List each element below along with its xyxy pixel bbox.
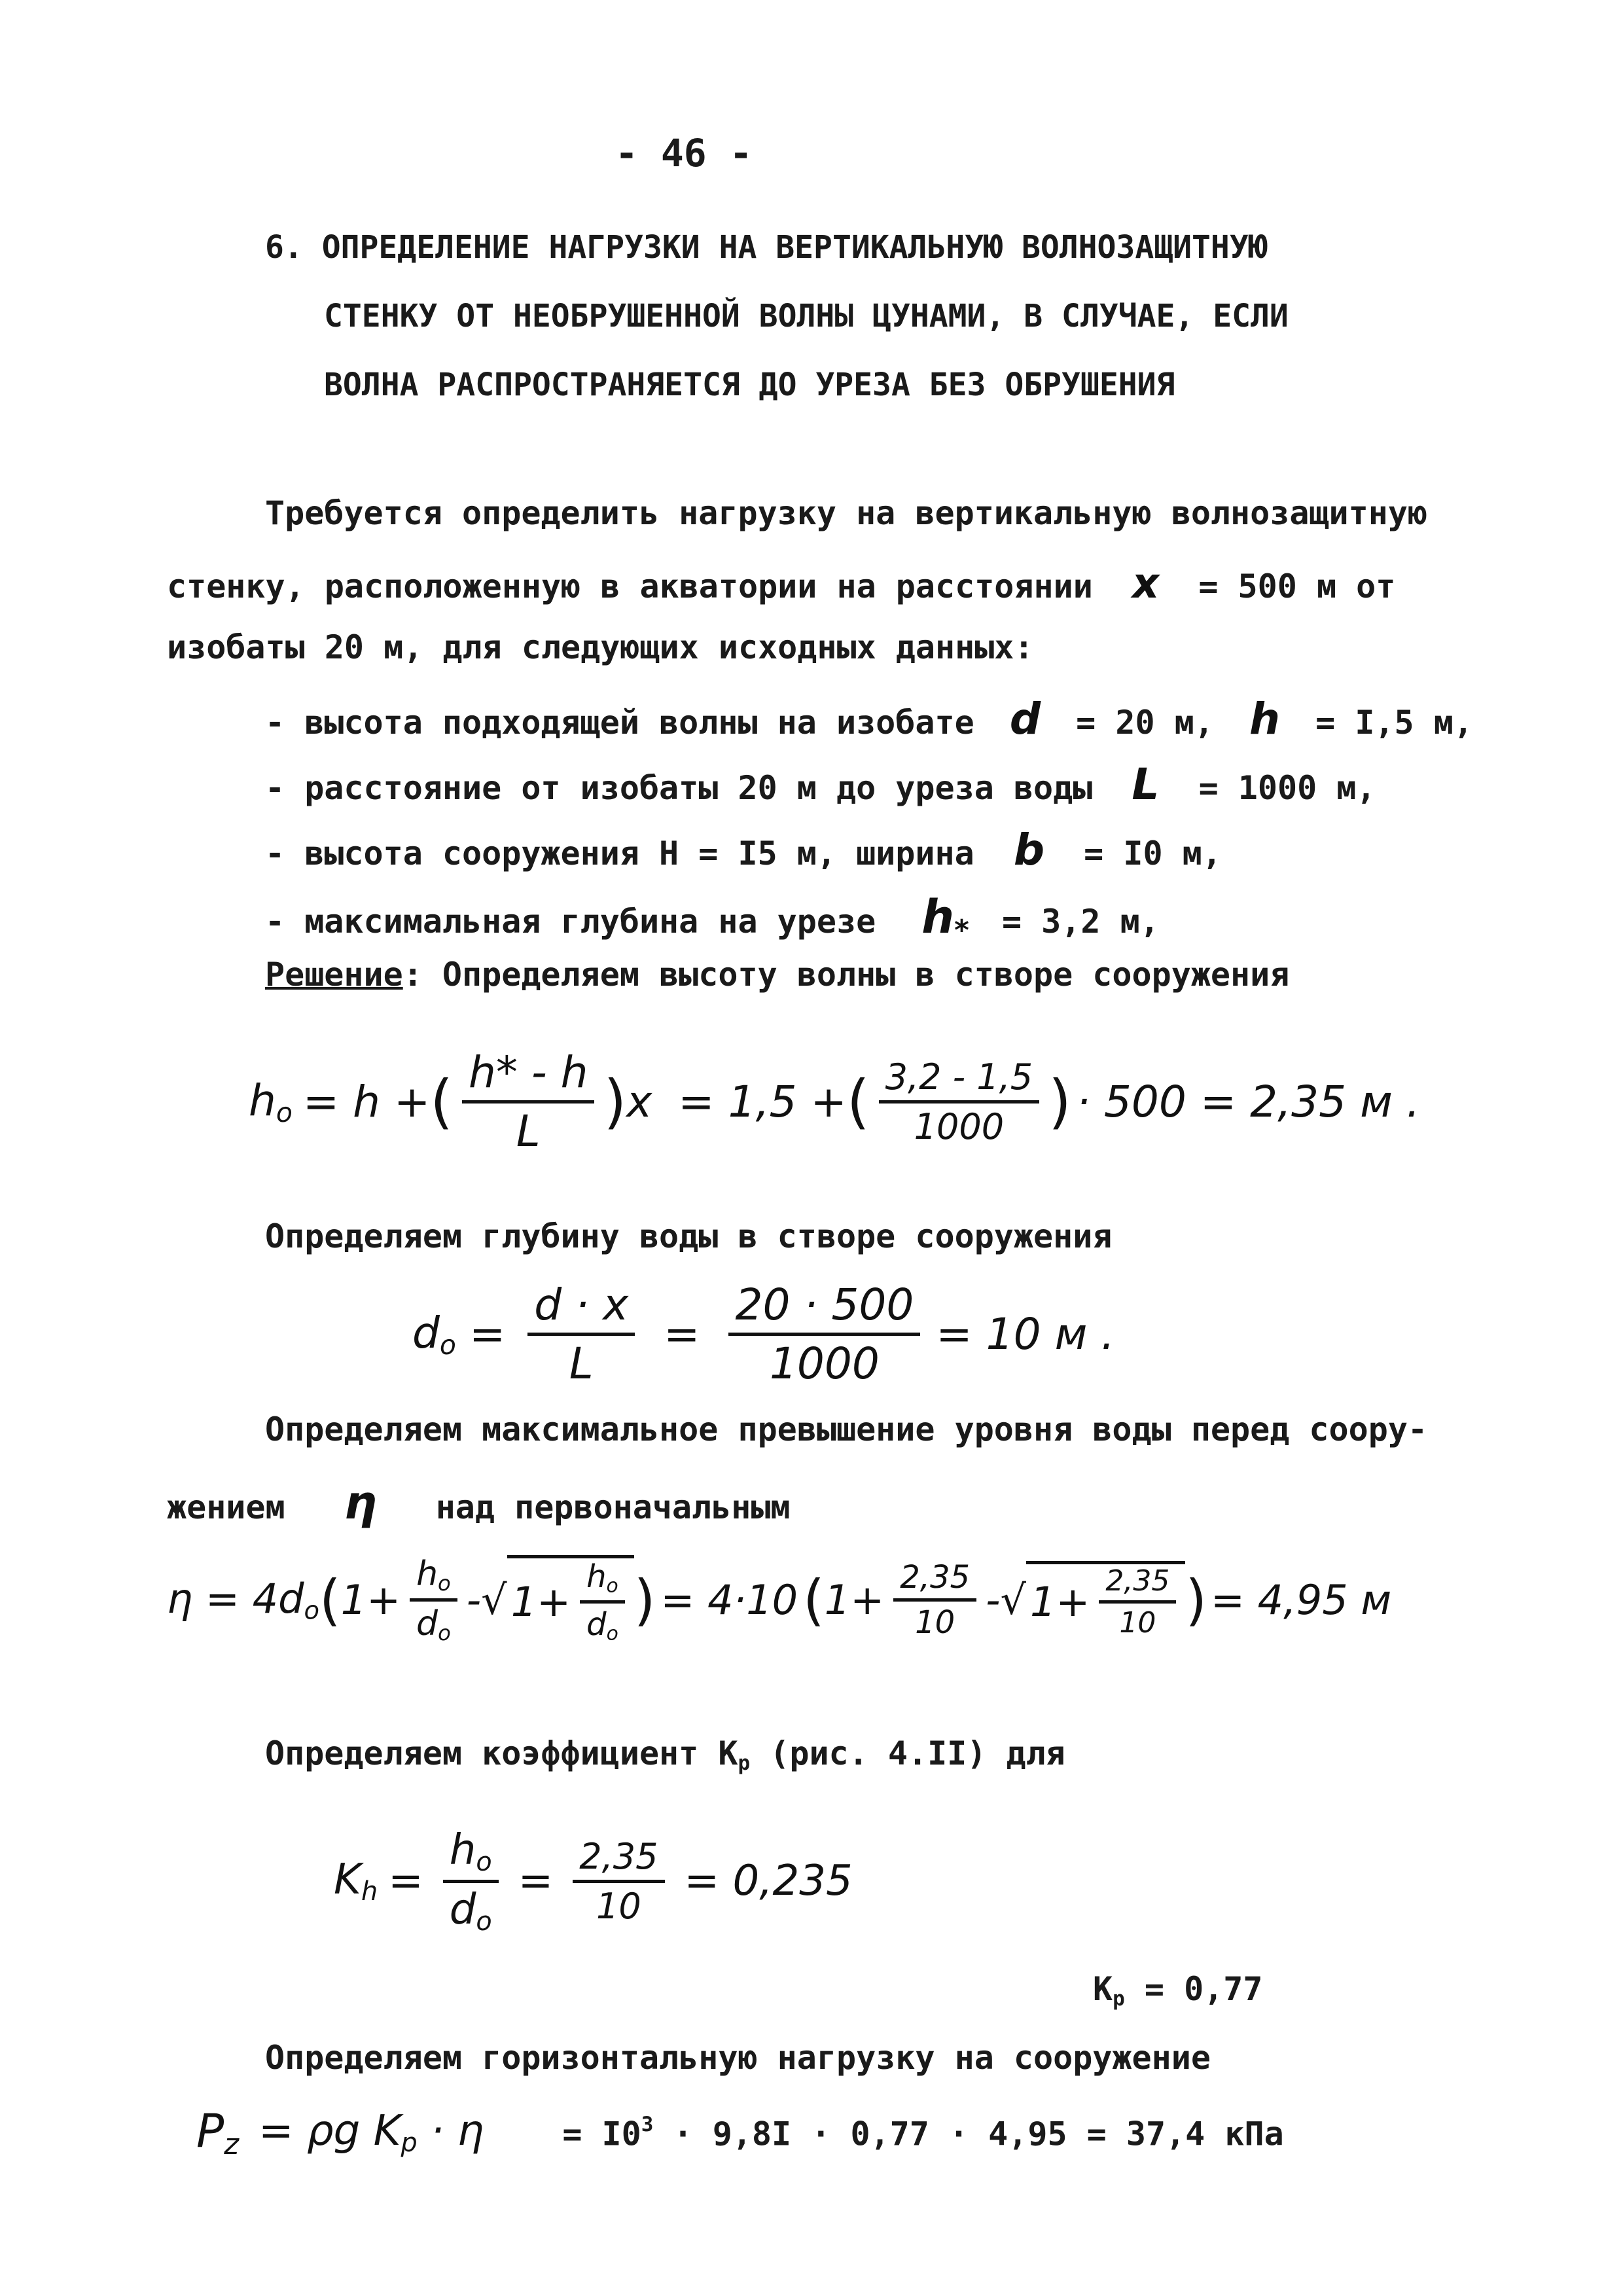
f5-lhs-letter: P xyxy=(196,2104,224,2158)
f3-one: 1+ xyxy=(340,1576,401,1624)
data-item-value-2: = I,5 м, xyxy=(1315,704,1473,742)
kp-value xyxy=(1093,1970,1263,2011)
f5-lhs xyxy=(196,2104,239,2161)
data-item-max-depth xyxy=(265,890,1160,947)
paren: ( xyxy=(803,1568,825,1632)
var-h-sub: * xyxy=(954,914,969,947)
rise-text-line-2 xyxy=(167,1476,791,1530)
f3-sqrt-num-sub: o xyxy=(606,1574,618,1598)
coef-text xyxy=(265,1734,1065,1775)
f4-lhs-letter: K xyxy=(334,1856,361,1905)
f3-rhs: = 4,95 м xyxy=(1211,1576,1392,1624)
f1-eq: = h + xyxy=(302,1077,431,1127)
formula-rise xyxy=(167,1554,1391,1645)
f5-rhs-sup: 3 xyxy=(641,2112,654,2136)
formula-wave-height xyxy=(249,1047,1420,1157)
f1-lhs-sub: o xyxy=(276,1097,293,1129)
f3-sqrt-num-letter: h xyxy=(586,1558,607,1596)
solution-label: Решение xyxy=(265,956,403,994)
coef-text-a: Определяем коэффициент K xyxy=(265,1734,738,1772)
paren: ( xyxy=(430,1067,454,1136)
f3-lhs-sub: o xyxy=(304,1596,319,1626)
f4-den2: 10 xyxy=(596,1885,641,1927)
intro-line-2-text: стенку, расположенную в акватории на расстоянии xyxy=(167,567,1093,605)
intro-line-1: Требуется определить нагрузку на вертикальную волнозащитную xyxy=(265,494,1428,532)
var-L: L xyxy=(1132,759,1160,810)
f1-den: L xyxy=(516,1106,541,1157)
f5-var: · η xyxy=(431,2107,484,2156)
intro-line-3: изобаты 20 м, для следующих исходных данных: xyxy=(167,628,1034,666)
f3-fraction xyxy=(410,1554,457,1645)
var-h: h xyxy=(1249,694,1280,744)
data-item-value: = I0 м, xyxy=(1084,834,1222,872)
var-eta: η xyxy=(344,1476,377,1530)
f2-den: L xyxy=(569,1338,594,1389)
f3-num2: 2,35 xyxy=(893,1559,976,1602)
f3-minus-2: -√ xyxy=(986,1576,1026,1624)
coef-text-sub: р xyxy=(738,1751,751,1775)
f4-eq: = xyxy=(388,1857,423,1906)
formula-kh xyxy=(334,1826,853,1937)
f1-fraction xyxy=(462,1047,594,1157)
f2-lhs xyxy=(412,1308,456,1361)
f3-lhs xyxy=(167,1575,319,1626)
f4-num-letter: h xyxy=(449,1826,476,1874)
f3-sqrt2-num: 2,35 xyxy=(1099,1564,1176,1604)
data-item-text: - расстояние от изобаты 20 м до уреза воды xyxy=(265,769,1093,807)
var-h-star xyxy=(921,890,969,947)
f1-lhs xyxy=(249,1075,293,1128)
f3-den2: 10 xyxy=(915,1604,955,1641)
data-item-distance xyxy=(265,759,1376,810)
f1-var: x xyxy=(626,1077,652,1127)
coef-text-b: (рис. 4.II) для xyxy=(770,1734,1065,1772)
f1-num2: 3,2 - 1,5 xyxy=(879,1056,1040,1103)
f3-num-letter: h xyxy=(416,1554,438,1594)
paren: ) xyxy=(1048,1067,1071,1136)
f3-num-sub: o xyxy=(438,1571,451,1596)
f4-num xyxy=(443,1826,499,1883)
kp-letter: K xyxy=(1093,1970,1113,2008)
f5-rhs-a: = I0 xyxy=(562,2115,641,2153)
f3-den xyxy=(410,1602,457,1645)
f5-rhs xyxy=(562,2113,1283,2153)
f4-lhs xyxy=(334,1856,378,1907)
f4-eq-2: = xyxy=(518,1857,554,1906)
f3-sqrt-one: 1+ xyxy=(510,1577,571,1626)
paren: ) xyxy=(633,1568,656,1632)
f3-sqrt-den xyxy=(580,1604,625,1645)
f4-fraction-2 xyxy=(573,1836,664,1927)
section-heading-line-3: ВОЛНА РАСПРОСТРАНЯЕТСЯ ДО УРЕЗА БЕЗ ОБРУШЕНИЯ xyxy=(324,367,1175,403)
formula-depth xyxy=(412,1280,1115,1389)
data-item-structure xyxy=(265,825,1222,875)
f3-den-letter: d xyxy=(416,1604,438,1644)
f2-lhs-letter: d xyxy=(412,1307,440,1358)
f4-lhs-sub: h xyxy=(361,1876,378,1907)
var-h-letter: h xyxy=(921,890,955,944)
f3-sqrt2-den: 10 xyxy=(1119,1605,1156,1640)
f1-rhs1: = 1,5 + xyxy=(678,1077,847,1127)
data-item-text: - высота подходящей волны на изобате xyxy=(265,704,974,742)
f3-den-sub: o xyxy=(438,1621,451,1646)
f2-fraction-2 xyxy=(728,1280,920,1389)
data-item-value: = 1000 м, xyxy=(1198,769,1376,807)
f4-den-letter: d xyxy=(449,1885,476,1934)
f3-one-2: 1+ xyxy=(824,1576,885,1624)
f1-num: h* - h xyxy=(462,1047,594,1103)
f5-eq-sub: p xyxy=(401,2128,418,2159)
section-heading-line-2: СТЕНКУ ОТ НЕОБРУШЕННОЙ ВОЛНЫ ЦУНАМИ, В СЛУЧАЕ, ЕСЛИ xyxy=(324,298,1289,334)
f2-den2: 1000 xyxy=(769,1338,880,1389)
f5-lhs-sub: z xyxy=(224,2128,239,2161)
f4-den-sub: o xyxy=(476,1906,492,1937)
f3-sqrt-fraction xyxy=(580,1558,625,1645)
intro-line-2 xyxy=(167,560,1395,608)
f3-sqrt2-one: 1+ xyxy=(1029,1577,1090,1626)
f4-rhs: = 0,235 xyxy=(684,1857,853,1906)
f3-minus: -√ xyxy=(466,1576,507,1624)
kp-val: = 0,77 xyxy=(1144,1970,1263,2008)
f5-eq-text: = ρg K xyxy=(259,2107,401,2156)
f2-lhs-sub: o xyxy=(439,1329,456,1361)
var-d: d xyxy=(1009,694,1041,744)
f3-sqrt2-fraction xyxy=(1099,1564,1176,1640)
f3-num xyxy=(410,1554,457,1602)
f5-rhs-b: · 9,8I · 0,77 · 4,95 = 37,4 кПа xyxy=(673,2115,1284,2153)
data-item-text: - высота сооружения H = I5 м, ширина xyxy=(265,834,974,872)
f4-num-sub: o xyxy=(476,1846,492,1877)
f3-fraction-2 xyxy=(893,1559,976,1641)
f2-eq: = xyxy=(469,1309,506,1359)
f2-num: d · x xyxy=(527,1280,635,1336)
rise-text-line-1: Определяем максимальное превышение уровня воды перед соору- xyxy=(265,1410,1428,1448)
f4-num2: 2,35 xyxy=(573,1836,664,1883)
depth-text: Определяем глубину воды в створе сооружения xyxy=(265,1217,1113,1255)
f2-fraction xyxy=(527,1280,635,1389)
f1-lhs-letter: h xyxy=(249,1075,276,1126)
paren: ( xyxy=(319,1568,341,1632)
f3-sqrt-den-sub: o xyxy=(606,1621,618,1645)
f3-sqrt-den-letter: d xyxy=(586,1605,607,1643)
solution-text: : Определяем высоту волны в створе сооружения xyxy=(402,956,1290,994)
f4-fraction xyxy=(443,1826,499,1937)
f2-rhs: = 10 м . xyxy=(936,1309,1115,1359)
f3-sqrt xyxy=(507,1555,634,1645)
f3-mid: = 4·10 xyxy=(660,1576,798,1624)
data-item-text: - максимальная глубина на урезе xyxy=(265,903,876,941)
f1-den2: 1000 xyxy=(914,1106,1005,1147)
data-item-wave-height xyxy=(265,694,1473,744)
page-number: - 46 - xyxy=(615,131,753,175)
f5-eq xyxy=(259,2107,484,2158)
data-item-value: = 3,2 м, xyxy=(1001,903,1160,941)
load-text: Определяем горизонтальную нагрузку на сооружение xyxy=(265,2039,1211,2077)
paren: ( xyxy=(846,1067,870,1136)
f4-den xyxy=(443,1883,499,1937)
f1-rhs2: · 500 = 2,35 м . xyxy=(1076,1077,1420,1127)
formula-load xyxy=(196,2104,1284,2161)
intro-line-2-value: = 500 м от xyxy=(1198,567,1396,605)
solution-line xyxy=(265,956,1289,994)
f3-sqrt-num xyxy=(580,1558,625,1603)
paren: ) xyxy=(1185,1568,1207,1632)
f1-fraction-2 xyxy=(879,1056,1040,1147)
var-b: b xyxy=(1013,825,1045,875)
rise-text-a: жением xyxy=(167,1488,285,1526)
f2-num2: 20 · 500 xyxy=(728,1280,920,1336)
f3-lhs-text: η = 4d xyxy=(167,1574,304,1623)
f3-sqrt-2 xyxy=(1026,1561,1185,1640)
kp-sub: р xyxy=(1113,1986,1125,2011)
data-item-value: = 20 м, xyxy=(1076,704,1214,742)
paren: ) xyxy=(603,1067,627,1136)
f2-eq-2: = xyxy=(664,1309,700,1359)
rise-text-b: над первоначальным xyxy=(435,1488,791,1526)
var-x: x xyxy=(1132,560,1160,608)
section-heading-line-1: 6. ОПРЕДЕЛЕНИЕ НАГРУЗКИ НА ВЕРТИКАЛЬНУЮ ВОЛНОЗАЩИТНУЮ xyxy=(265,229,1268,266)
